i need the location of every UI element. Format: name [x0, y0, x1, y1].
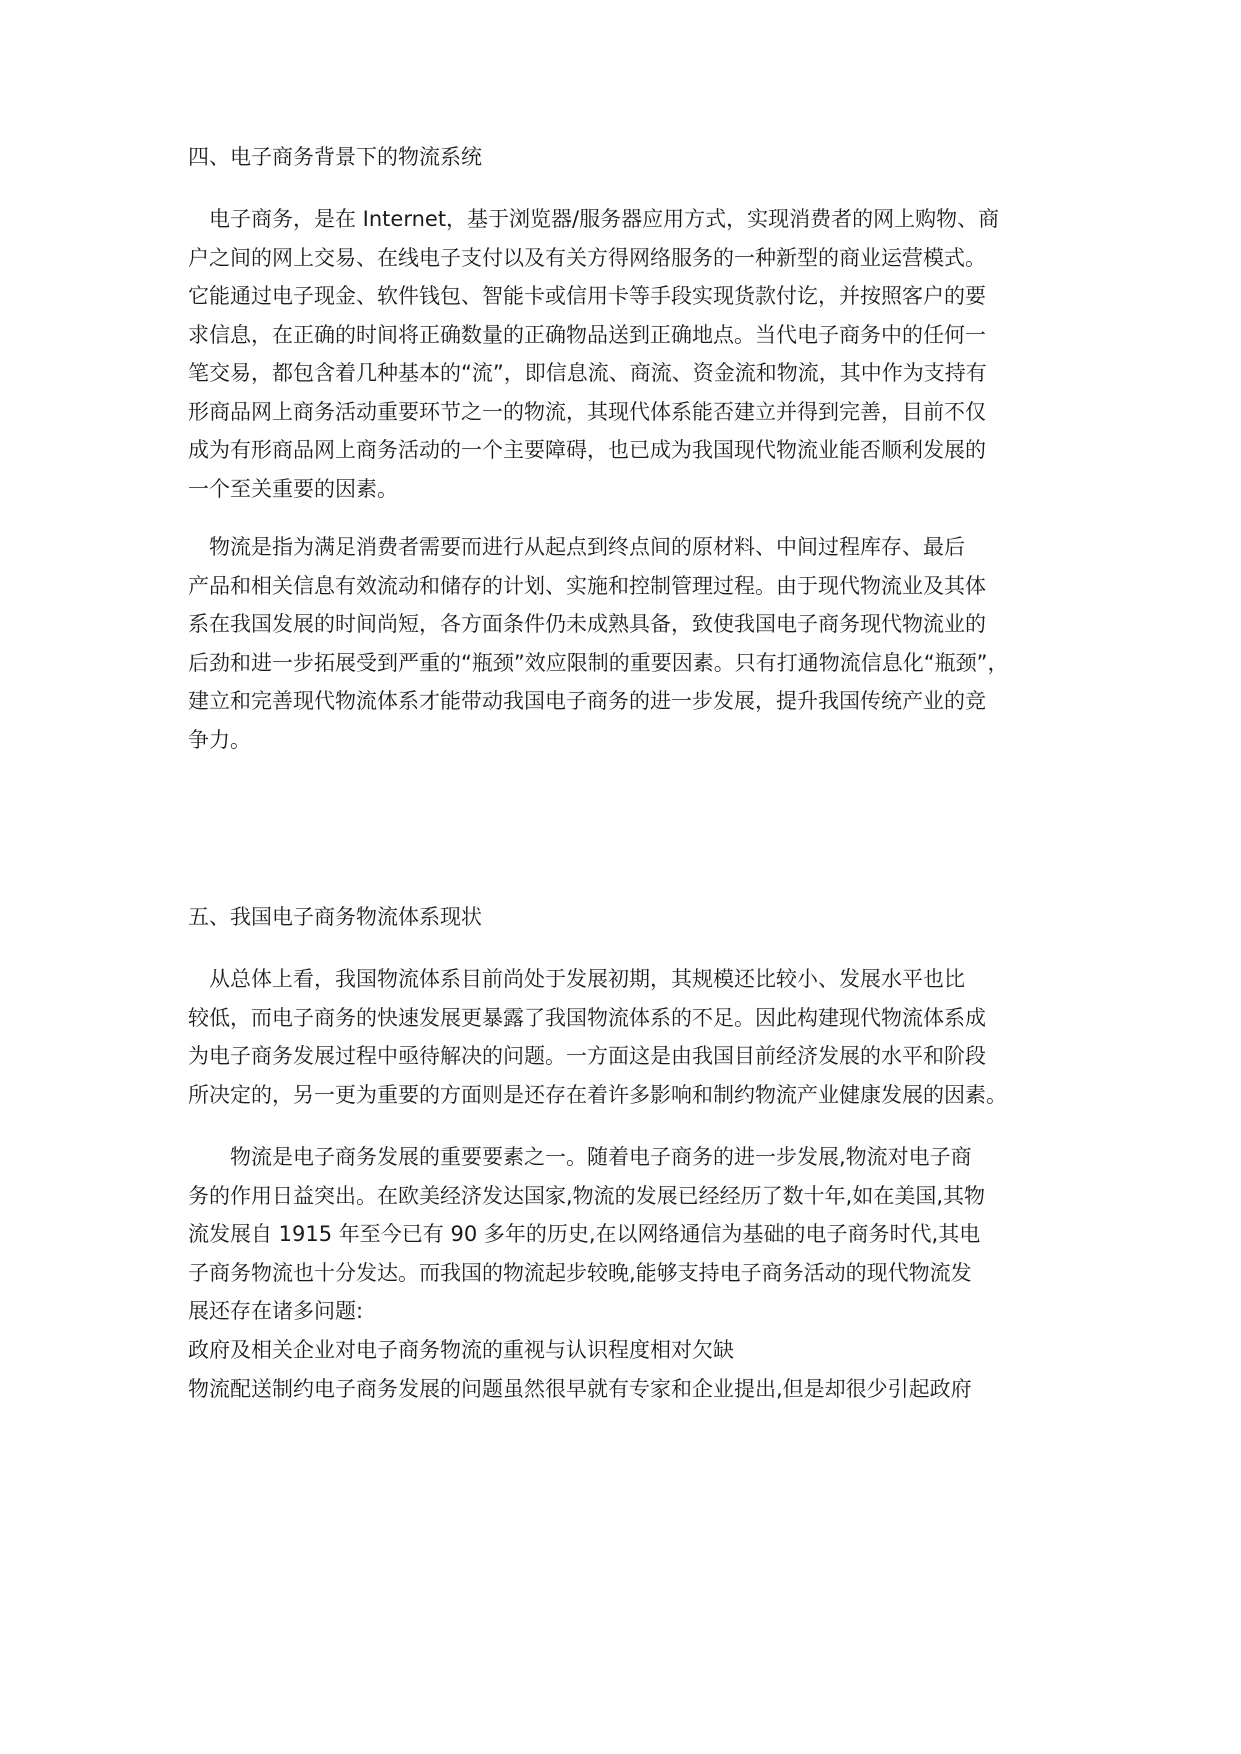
paragraph-line: 流发展自 1915 年至今已有 90 多年的历史,在以网络通信为基础的电子商务时代,其电 — [188, 1222, 981, 1246]
paragraph-line: 展还存在诸多问题: — [188, 1299, 364, 1323]
section-5-paragraph-2 — [188, 1138, 1054, 1331]
paragraph-line: 物流是指为满足消费者需要而进行从起点到终点间的原材料、中间过程库存、最后 — [209, 535, 965, 559]
paragraph-line: 建立和完善现代物流体系才能带动我国电子商务的进一步发展，提升我国传统产业的竞 — [188, 689, 986, 713]
paragraph-line: 物流配送制约电子商务发展的问题虽然很早就有专家和企业提出,但是却很少引起政府 — [188, 1376, 972, 1401]
paragraph-line: 子商务物流也十分发达。而我国的物流起步较晚,能够支持电子商务活动的现代物流发 — [188, 1260, 972, 1285]
paragraph-line: 形商品网上商务活动重要环节之一的物流，其现代体系能否建立并得到完善，目前不仅 — [188, 399, 986, 424]
paragraph-line: 一个至关重要的因素。 — [188, 476, 398, 501]
section-4-heading: 四、电子商务背景下的物流系统 — [188, 145, 482, 169]
paragraph-line: 后劲和进一步拓展受到严重的“瓶颈”效应限制的重要因素。只有打通物流信息化“瓶颈”， — [188, 650, 1009, 675]
paragraph-line: 务的作用日益突出。在欧美经济发达国家,物流的发展已经经历了数十年,如在美国,其物 — [188, 1183, 986, 1208]
section-4-paragraph-1 — [188, 200, 1054, 508]
paragraph-line: 从总体上看，我国物流体系目前尚处于发展初期，其规模还比较小、发展水平也比 — [209, 967, 965, 991]
paragraph-line: 电子商务，是在 Internet，基于浏览器/服务器应用方式，实现消费者的网上购物、商 — [209, 207, 1000, 231]
paragraph-line: 系在我国发展的时间尚短，各方面条件仍未成熟具备，致使我国电子商务现代物流业的 — [188, 612, 986, 636]
paragraph-line: 所决定的，另一更为重要的方面则是还存在着许多影响和制约物流产业健康发展的因素。 — [188, 1082, 1007, 1107]
paragraph-line: 求信息，在正确的时间将正确数量的正确物品送到正确地点。当代电子商务中的任何一 — [188, 322, 986, 347]
paragraph-line: 产品和相关信息有效流动和储存的计划、实施和控制管理过程。由于现代物流业及其体 — [188, 573, 986, 598]
section-5-paragraph-1 — [188, 960, 1054, 1114]
paragraph-line: 物流是电子商务发展的重要要素之一。随着电子商务的进一步发展,物流对电子商 — [230, 1145, 972, 1169]
paragraph-line: 笔交易，都包含着几种基本的“流”，即信息流、商流、资金流和物流，其中作为支持有 — [188, 361, 987, 385]
section-5-heading: 五、我国电子商务物流体系现状 — [188, 905, 482, 929]
paragraph-line: 户之间的网上交易、在线电子支付以及有关方得网络服务的一种新型的商业运营模式。 — [188, 245, 986, 270]
paragraph-line: 为电子商务发展过程中亟待解决的问题。一方面这是由我国目前经济发展的水平和阶段 — [188, 1044, 986, 1068]
section-5-subheading: 政府及相关企业对电子商务物流的重视与认识程度相对欠缺 — [188, 1338, 734, 1362]
paragraph-line: 较低，而电子商务的快速发展更暴露了我国物流体系的不足。因此构建现代物流体系成 — [188, 1005, 986, 1030]
paragraph-line: 争力。 — [188, 727, 251, 752]
paragraph-line: 它能通过电子现金、软件钱包、智能卡或信用卡等手段实现货款付讫，并按照客户的要 — [188, 284, 986, 308]
section-4-paragraph-2 — [188, 528, 1054, 759]
paragraph-line: 成为有形商品网上商务活动的一个主要障碍，也已成为我国现代物流业能否顺利发展的 — [188, 438, 986, 462]
section-5-subheading-block — [188, 1331, 1054, 1408]
